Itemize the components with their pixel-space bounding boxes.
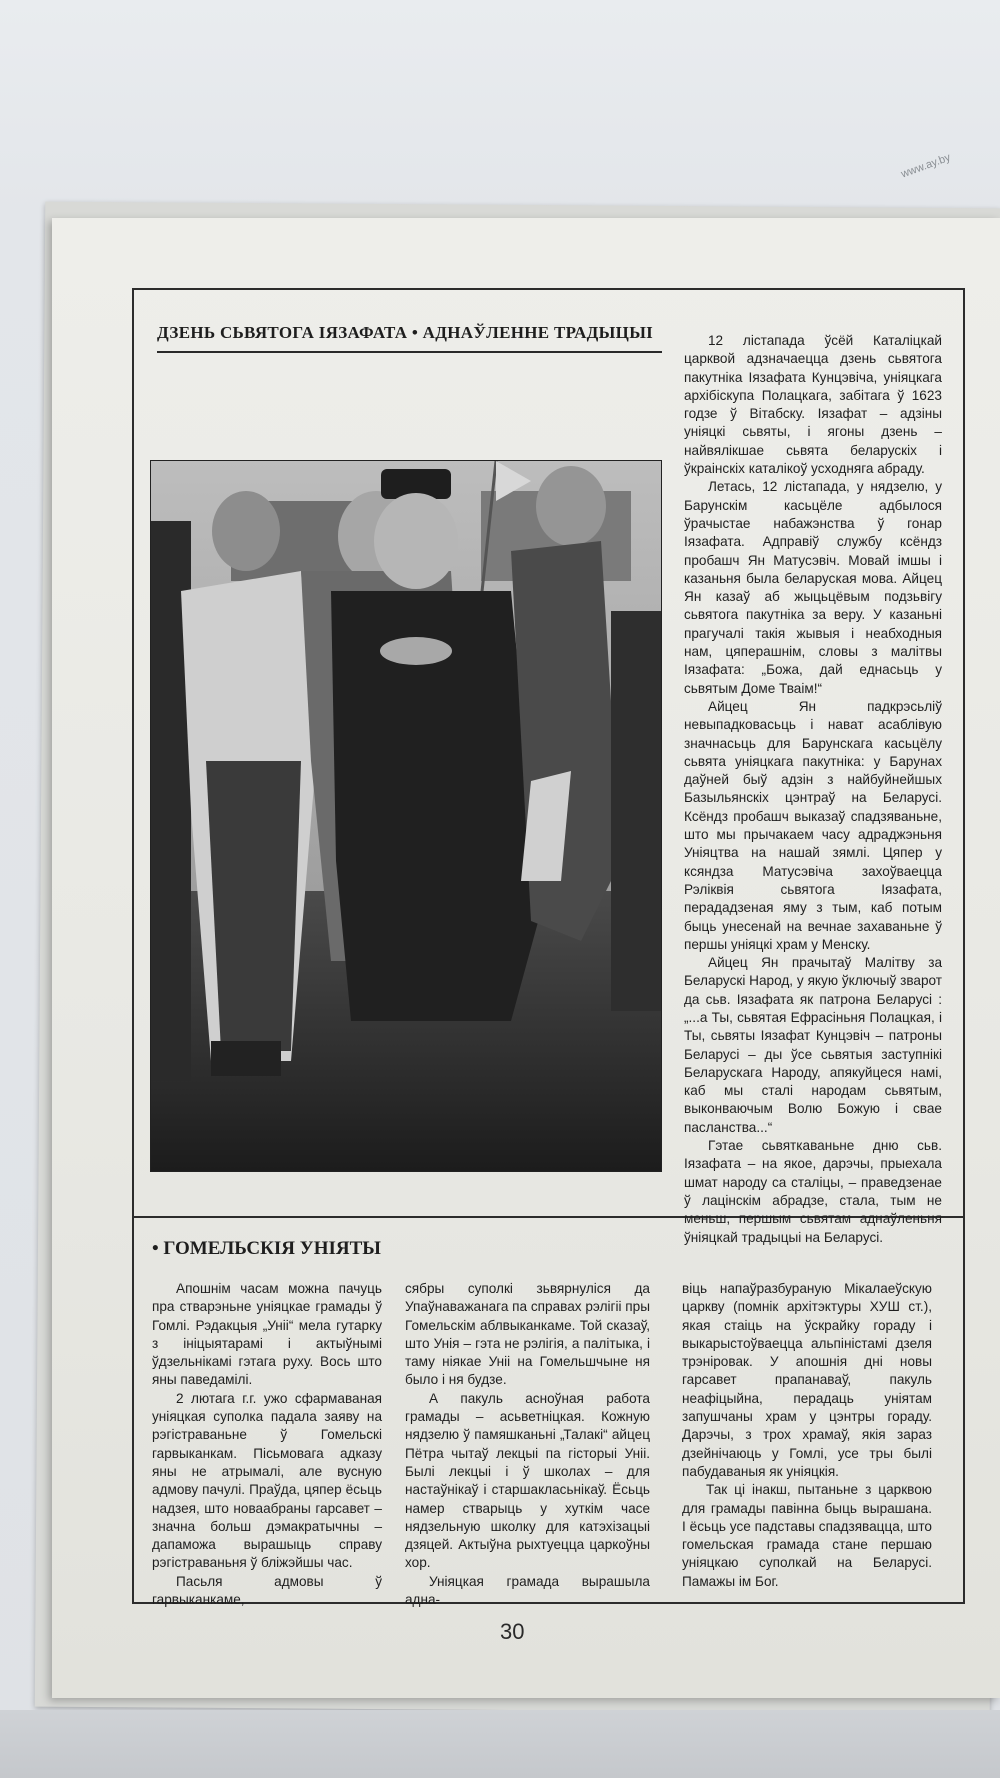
paragraph: Айцец Ян прачытаў Малітву за Беларускі Народ, у якую ўключыў зварот да сьв. Іязафата як патрона Беларусі : „...а Ты, сьвятая Ефрасіньня Полацкая, і Ты, сьвяты Іязафат Кунцэвіч – патроны Беларусі – ды ўсе сьвятыя заступнікі Беларускага Народу, апякуйцеся намі, каб мы сталі народам сьвятым, выконваючым Волю Божую і свае пасланства...“: [684, 955, 942, 1135]
paragraph: 2 лютага г.г. ужо сфармаваная уніяцкая суполка падала заяву на рэгістраваньне ў Гомельскі гарвыканкам. Пісьмовага адказу яны не атрымалі, але вусную адмову пачулі. Праўда, цяпер ёсьць надзея, што новаабраны гарсавет – значна больш дэмакратычны – дапаможа вырашыць справу рэгістраваньня ў бліжэйшы час.: [152, 1390, 382, 1571]
heading-rule: [157, 351, 662, 353]
paragraph: А пакуль асноўная работа грамады – асьветніцкая. Кожную нядзелю ў памяшканьні „Талакі“ айцец Пётра чытаў лекцыі па гісторыі Уніі. Былі лекцыі і ў школах – для настаўнікаў і старшакласьнікаў. Ёсьць намер стварыць у хуткім часе нядзельную школку для катэхізацыі дзяцей. Актыўна рыхтуецца царкоўны хор.: [405, 1390, 650, 1571]
watermark: www.ay.by: [899, 151, 953, 181]
section-title: • ГОМЕЛЬСКІЯ УНІЯТЫ: [152, 1238, 381, 1259]
paragraph: сябры суполкі зьвярнуліся да Упаўнаважанага па справах рэлігіі пры Гомельскім аблвыканкаме. Той сказаў, што Унія – гэта не рэлігія, а палітыка, і таму ніякае Уніі на Гомельшчыне ня было і ня будзе.: [405, 1281, 650, 1388]
paragraph: 12 лістапада ўсёй Каталіцкай царквой адзначаецца дзень сьвятога пакутніка Іязафата Кунцэвіча, уніяцкага архібіскупа Полацкага, забітага ў 1623 годзе ў Вітабску. Іязафат – адзіны уніяцкі сьвяты, і ягоны дзень – найвялікшае сьвята беларускіх і ўкраінскіх каталікоў усходняга абраду.: [684, 333, 942, 477]
bottom-column-3: [682, 1280, 932, 1591]
page-number: 30: [500, 1619, 525, 1644]
bottom-column-2: [405, 1280, 650, 1609]
article-heading: ДЗЕНЬ СЬВЯТОГА ІЯЗАФАТА • АДНАЎЛЕННЕ ТРАДЫЦЫІ: [157, 323, 654, 342]
paragraph: Уніяцкая грамада вырашыла адна-: [405, 1573, 650, 1608]
paragraph: Так ці інакш, пытаньне з царквою для грамады павінна быць вырашана. І ёсьць усе падставы спадзявацца, што гомельская грамада стане першаю уніяцкаю суполкай на Беларусі. Памажы ім Бог.: [682, 1482, 932, 1589]
paragraph: Гэтае сьвяткаваньне дню сьв. Іязафата – на якое, дарэчы, прыехала шмат народу са сталіцы, – праведзенае ў лацінскім абрадзе, стала, тым не меньш, першым сьвятам аднаўленьня ўніяцкай традыцыі на Беларусі.: [684, 1138, 942, 1245]
paragraph: Летась, 12 лістапада, у нядзелю, у Барунскім касьцёле адбылося ўрачыстае набажэнства ў гонар Іязафата. Адправіў службу ксёндз пробашч Ян Матусэвіч. Мовай імшы і казаньня была беларуская мова. Айцец Ян казаў аб жыцьцёвым подзьвігу сьвятога пакутніка за веру. У казаньні прагучалі такія жывыя і неабходныя нам, цяперашнім, словы з малітвы Іязафата: „Божа, дай еднасьць у сьвятым Доме Тваім!“: [684, 479, 942, 696]
right-article-column: [684, 332, 942, 1247]
table-surface: [0, 1710, 1000, 1778]
article-photo: [150, 460, 662, 1172]
paragraph: Пасьля адмовы ў гарвыканкаме,: [152, 1573, 382, 1608]
paragraph: Айцец Ян падкрэсьліў невыпадковасьць і нават асаблівую значнасьць для Барунскага касьцёлу сьвята уніяцкага пакутніка: у Барунах даўней быў адзін з найбуйнейшых Базыльянскіх цэнтраў на Беларусі. Ксёндз пробашч выказаў спадзяваньне, што мы прычакаем часу адраджэньня Уніяцтва на нашай зямлі. Цяпер у ксяндза Матусэвіча захоўваецца Рэліквія сьвятога Іязафата, перададзеная яму з тым, каб потым быць унесенай на вечнае захаваньне ў першы уніяцкі храм у Менску.: [684, 698, 942, 952]
bottom-column-1: [152, 1280, 382, 1609]
paragraph: Апошнім часам можна пачуць пра стварэньне уніяцкае грамады ў Гомлі. Рэдакцыя „Уніі“ мела гутарку з ініцыятарамі і актыўнымі ўдзельнікамі гэтага руху. Вось што яны паведамілі.: [152, 1281, 382, 1388]
paragraph: віць напаўразбураную Мікалаеўскую царкву (помнік архітэктуры ХУШ ст.), якая стаіць на ўскрайку гораду і выкарыстоўваецца альпіністамі дзеля трэніровак. У апошнія дні новы гарсавет прапанаваў, пакуль неафіцыйна, перадаць уніятам запушчаны храм у цэнтры гораду. Дарэчы, з трох храмаў, якія зараз дзейнічаюць у Гомлі, усе тры былі пабудаваныя як уніяцкія.: [682, 1281, 932, 1479]
